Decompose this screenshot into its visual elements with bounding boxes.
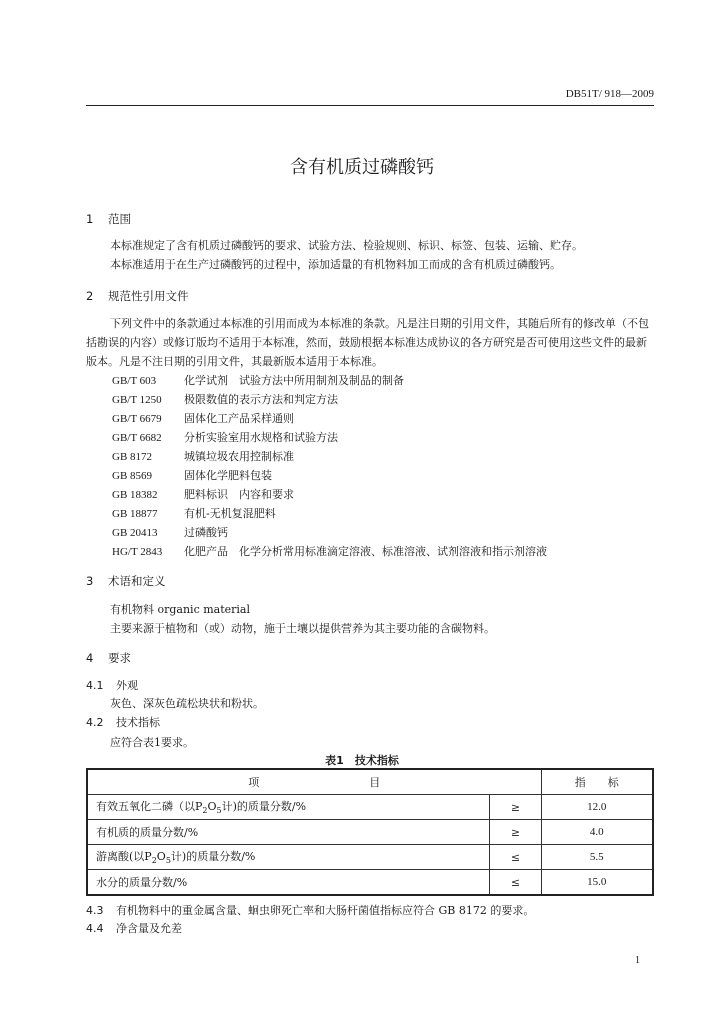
reference-item (112, 505, 276, 521)
term: 有机物料 organic material (110, 603, 251, 616)
reference-code: GB/T 6679 (112, 413, 162, 425)
subscript: 2 (151, 856, 157, 866)
reference-code: GB 8172 (112, 451, 153, 463)
reference-item (112, 391, 338, 407)
subsection-number: 4.2 (86, 716, 104, 729)
reference-title: 过磷酸钙 (184, 526, 228, 539)
reference-item (112, 410, 294, 426)
subsection-number: 4.4 (86, 922, 104, 935)
reference-code: HG/T 2843 (112, 546, 163, 558)
row-operator: ≤ (490, 845, 541, 870)
label-text: 有效五氧化二磷（以P (96, 800, 203, 814)
reference-title: 有机-无机复混肥料 (184, 507, 276, 520)
paragraph: 应符合表1要求。 (110, 736, 194, 749)
row-value: 4.0 (541, 820, 653, 845)
label-text: 游离酸(以P (96, 850, 152, 864)
reference-item (112, 429, 338, 445)
table-row (87, 870, 653, 896)
row-label (87, 795, 490, 820)
section-2-heading (86, 288, 189, 304)
section-number: 3 (86, 574, 94, 588)
reference-title: 极限数值的表示方法和判定方法 (184, 393, 338, 406)
section-title: 术语和定义 (108, 574, 166, 588)
technical-spec-table (86, 768, 654, 896)
row-label (87, 870, 490, 896)
reference-title: 化学试剂 试验方法中所用制剂及制品的制备 (184, 374, 404, 387)
page-title: 含有机质过磷酸钙 (290, 157, 434, 178)
reference-code: GB 18877 (112, 508, 158, 520)
row-operator: ≤ (490, 870, 541, 896)
subsection-number: 4.3 (86, 904, 104, 917)
reference-item (112, 448, 294, 464)
label-text: O (207, 800, 217, 814)
term-definition: 主要来源于植物和（或）动物，施于土壤以提供营养为其主要功能的含碳物料。 (110, 622, 495, 635)
reference-title: 城镇垃圾农用控制标准 (184, 450, 294, 463)
section-title: 范围 (108, 212, 131, 226)
row-label (87, 820, 490, 845)
row-value: 15.0 (541, 870, 653, 896)
section-3-heading (86, 573, 166, 589)
section-1-heading (86, 211, 131, 227)
reference-item (112, 543, 547, 559)
reference-code: GB 8569 (112, 470, 153, 482)
reference-title: 固体化工产品采样通则 (184, 412, 294, 425)
document-code: DB51T/ 918—2009 (565, 88, 654, 100)
section-number: 4 (86, 651, 94, 665)
section-4-heading (86, 650, 131, 666)
table-header-row (87, 769, 653, 795)
subsection-4-1-heading (86, 677, 138, 693)
table-row (87, 820, 653, 845)
paragraph: 灰色、深灰色疏松块状和粉状。 (110, 697, 264, 710)
subsection-4-4-heading (86, 920, 182, 936)
reference-code: GB/T 6682 (112, 432, 162, 444)
subscript: 5 (165, 856, 171, 866)
section-number: 2 (86, 289, 94, 303)
reference-code: GB/T 603 (112, 375, 157, 387)
section-title: 要求 (108, 651, 131, 665)
reference-title: 固体化学肥料包装 (184, 469, 272, 482)
row-operator: ≥ (490, 795, 541, 820)
label-text: 水分的质量分数/% (96, 876, 188, 889)
row-label (87, 845, 490, 870)
label-text: 计)的质量分数/% (170, 850, 256, 864)
section-number: 1 (86, 212, 94, 226)
reference-code: GB/T 1250 (112, 394, 162, 406)
subsection-4-3 (86, 902, 534, 918)
reference-title: 肥料标识 内容和要求 (184, 488, 294, 501)
subsection-number: 4.1 (86, 679, 104, 692)
row-operator: ≥ (490, 820, 541, 845)
header-item: 项 目 (87, 769, 541, 795)
section-title: 规范性引用文件 (108, 289, 189, 303)
paragraph: 本标准适用于在生产过磷酸钙的过程中，添加适量的有机物料加工而成的含有机质过磷酸钙。 (110, 258, 561, 271)
reference-item (112, 486, 294, 502)
reference-code: GB 18382 (112, 489, 158, 501)
label-text: 有机质的质量分数/% (96, 826, 199, 839)
subsection-title: 外观 (116, 679, 138, 692)
page-number: 1 (635, 955, 640, 966)
subsection-title: 净含量及允差 (116, 922, 182, 935)
reference-title: 化肥产品 化学分析常用标准滴定溶液、标准溶液、试剂溶液和指示剂溶液 (184, 545, 547, 558)
subscript: 5 (216, 806, 222, 816)
paragraph: 本标准规定了含有机质过磷酸钙的要求、试验方法、检验规则、标识、标签、包装、运输、贮存。 (110, 239, 583, 252)
table-caption: 表1 技术指标 (325, 754, 399, 767)
header-value: 指 标 (541, 769, 653, 795)
label-text: O (156, 850, 166, 864)
table-row (87, 845, 653, 870)
label-text: 计)的质量分数/% (221, 800, 307, 814)
reference-title: 分析实验室用水规格和试验方法 (184, 431, 338, 444)
reference-item (112, 524, 228, 540)
table-row (87, 795, 653, 820)
reference-item (112, 467, 272, 483)
row-value: 5.5 (541, 845, 653, 870)
header-rule (86, 105, 654, 106)
subsection-text: 有机物料中的重金属含量、蛔虫卵死亡率和大肠杆菌值指标应符合 GB 8172 的要求。 (116, 904, 535, 917)
subscript: 2 (202, 806, 208, 816)
subsection-4-2-heading (86, 714, 160, 730)
reference-item (112, 372, 404, 388)
row-value: 12.0 (541, 795, 653, 820)
paragraph: 下列文件中的条款通过本标准的引用而成为本标准的条款。凡是注日期的引用文件，其随后所有的修改单（不包括勘误的内容）或修订版均不适用于本标准，然而，鼓励根据本标准达成协议的各方研究是否可使用这些文件的最新版本。凡是不注日期的引用文件，其最新版本适用于本标准。 (86, 317, 649, 368)
reference-code: GB 20413 (112, 527, 158, 539)
subsection-title: 技术指标 (116, 716, 160, 729)
